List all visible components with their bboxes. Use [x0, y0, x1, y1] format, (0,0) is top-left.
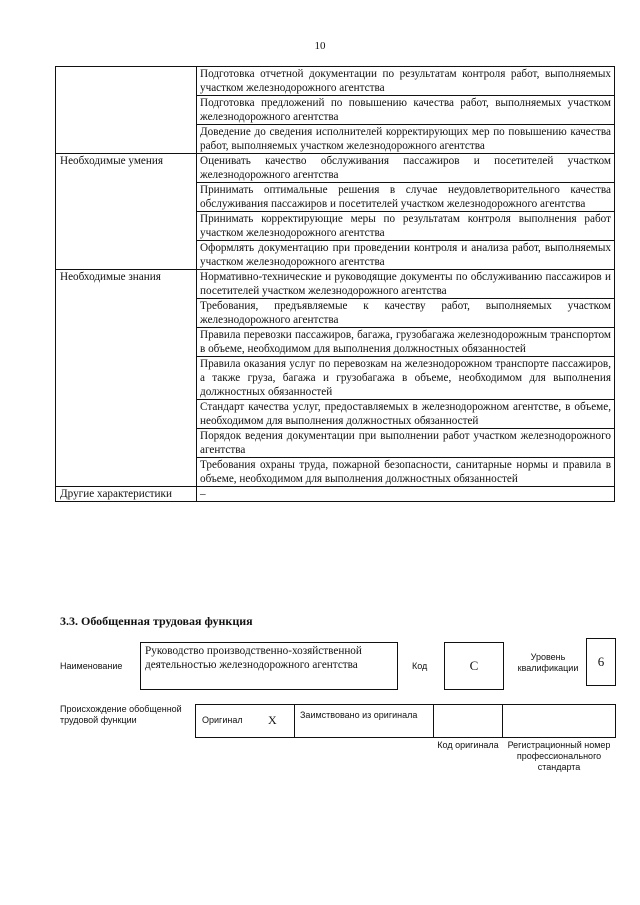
- original-cell: [195, 704, 295, 738]
- level-box: [586, 638, 616, 686]
- row-text: Доведение до сведения исполнителей корректирующих мер по повышению качества работ, выполняемых участком железнодорожного агентства: [197, 125, 615, 154]
- code-original-caption: Код оригинала: [437, 740, 499, 750]
- level-value: 6: [597, 654, 605, 669]
- code-original-cell: [433, 704, 503, 738]
- table-row: [56, 270, 615, 299]
- row-text: Порядок ведения документации при выполнении работ участком железнодорожного агентства: [197, 429, 615, 458]
- table-row: [56, 487, 615, 502]
- row-text: Нормативно-технические и руководящие документы по обслуживанию пассажиров и посетителей участком железнодорожного агентства: [197, 270, 615, 299]
- name-label: Наименование: [60, 661, 123, 671]
- code-value: C: [469, 658, 479, 673]
- table-row: [56, 154, 615, 183]
- table-row: [56, 67, 615, 96]
- original-mark: X: [268, 713, 277, 727]
- row-text: –: [197, 487, 615, 502]
- row-label: [56, 67, 197, 154]
- row-text: Требования охраны труда, пожарной безопасности, санитарные нормы и правила в объеме, необходимом для выполнения должностных обязанностей: [197, 458, 615, 487]
- code-label: Код: [412, 661, 428, 671]
- section-title: 3.3. Обобщенная трудовая функция: [60, 614, 253, 628]
- requirements-table: [55, 66, 615, 502]
- row-label: Необходимые умения: [56, 154, 197, 270]
- original-label: Оригинал: [202, 715, 243, 725]
- row-text: Оценивать качество обслуживания пассажиров и посетителей участком железнодорожного агентства: [197, 154, 615, 183]
- row-text: Оформлять документацию при проведении контроля и анализа работ, выполняемых участком железнодорожного агентства: [197, 241, 615, 270]
- page-number: 10: [314, 40, 326, 52]
- row-text: Принимать оптимальные решения в случае неудовлетворительного качества обслуживания пассажиров и посетителей участком железнодорожного агентства: [197, 183, 615, 212]
- row-text: Стандарт качества услуг, предоставляемых в железнодорожном агентстве, в объеме, необходимом для выполнения должностных обязанностей: [197, 400, 615, 429]
- origin-label: Происхождение обобщенной трудовой функции: [60, 704, 182, 725]
- reg-number-cell: [502, 704, 616, 738]
- row-label: Необходимые знания: [56, 270, 197, 487]
- code-box: [444, 642, 504, 690]
- row-text: Подготовка отчетной документации по результатам контроля работ, выполняемых участком железнодорожного агентства: [197, 67, 615, 96]
- row-label: Другие характеристики: [56, 487, 197, 502]
- borrowed-cell: [294, 704, 434, 738]
- row-text: Требования, предъявляемые к качеству работ, выполняемых участком железнодорожного агентства: [197, 299, 615, 328]
- level-label: Уровень квалификации: [517, 652, 579, 673]
- row-text: Подготовка предложений по повышению качества работ, выполняемых участком железнодорожного агентства: [197, 96, 615, 125]
- row-text: Правила перевозки пассажиров, багажа, грузобагажа железнодорожным транспортом в объеме, необходимом для выполнения должностных обязанностей: [197, 328, 615, 357]
- row-text: Принимать корректирующие меры по результатам контроля выполнения работ участком железнодорожного агентства: [197, 212, 615, 241]
- row-text: Правила оказания услуг по перевозкам на железнодорожном транспорте пассажиров, а также груза, багажа и грузобагажа в объеме, необходимом для выполнения должностных обязанностей: [197, 357, 615, 400]
- function-name-box: [140, 642, 398, 690]
- reg-number-caption: Регистрационный номер профессионального стандарта: [507, 740, 611, 772]
- borrowed-label: Заимствовано из оригинала: [300, 710, 418, 720]
- function-name-value: Руководство производственно-хозяйственной деятельностью железнодорожного агентства: [145, 645, 362, 671]
